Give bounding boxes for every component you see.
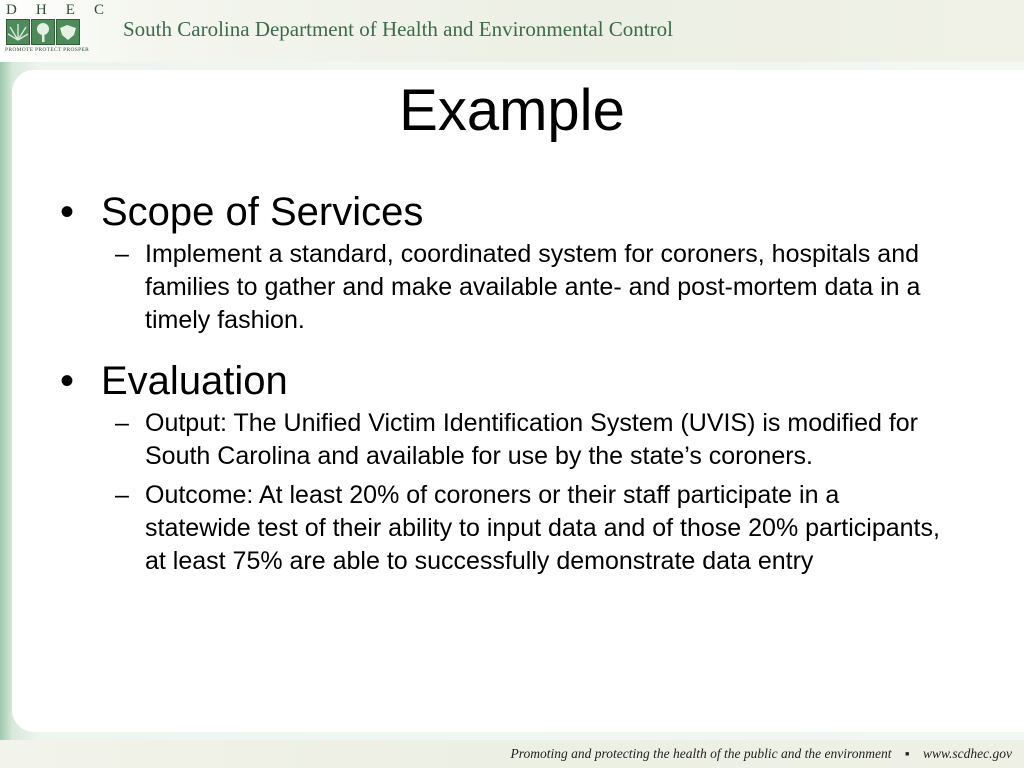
dash-icon: –	[115, 481, 129, 509]
sub-bullet-item	[60, 407, 940, 473]
bullet-icon: •	[60, 190, 75, 234]
footer-banner	[0, 740, 1024, 768]
logo-tagline: PROMOTE PROTECT PROSPER	[5, 47, 90, 53]
agency-name: South Carolina Department of Health and Environmental Control	[123, 17, 673, 41]
sun-rays-icon	[6, 19, 30, 45]
slide-body	[60, 188, 960, 584]
sub-bullet-item	[60, 238, 940, 337]
square-separator-icon: ▪	[904, 746, 910, 761]
logo-letter: E	[65, 2, 75, 18]
bullet-item	[60, 357, 960, 405]
header-banner	[0, 0, 1024, 62]
logo-letter: D	[6, 2, 17, 18]
footer-website-link[interactable]: www.scdhec.gov	[923, 746, 1012, 761]
sub-bullet-item	[60, 479, 940, 578]
slide-title: Example	[399, 78, 625, 143]
sub-bullet-text: Outcome: At least 20% of coroners or their staff participate in a statewide test of their ability to input data and of those 20% participants, at least 75% are able to successfully demonstrate data entry	[145, 481, 940, 575]
sub-bullet-text: Output: The Unified Victim Identification System (UVIS) is modified for South Carolina and available for use by the state’s coroners.	[145, 409, 918, 470]
bullet-item	[60, 188, 960, 236]
logo-emblem-icon	[6, 19, 80, 45]
sub-bullet-text: Implement a standard, coordinated system for coroners, hospitals and families to gather and make available ante- and post-mortem data in a timely fashion.	[145, 240, 921, 334]
spacer	[60, 343, 960, 357]
section-heading: Evaluation	[101, 359, 288, 403]
dhec-logo	[2, 2, 108, 58]
bullet-icon: •	[60, 359, 75, 403]
palmetto-tree-icon	[31, 19, 55, 45]
logo-letter: C	[93, 2, 104, 18]
logo-letters	[2, 2, 108, 19]
dash-icon: –	[115, 409, 129, 437]
footer-text	[511, 746, 1012, 762]
logo-letter: H	[35, 2, 47, 18]
dash-icon: –	[115, 240, 129, 268]
state-map-icon	[56, 19, 80, 45]
section-heading: Scope of Services	[101, 190, 424, 234]
footer-tagline: Promoting and protecting the health of the public and the environment	[510, 746, 892, 761]
